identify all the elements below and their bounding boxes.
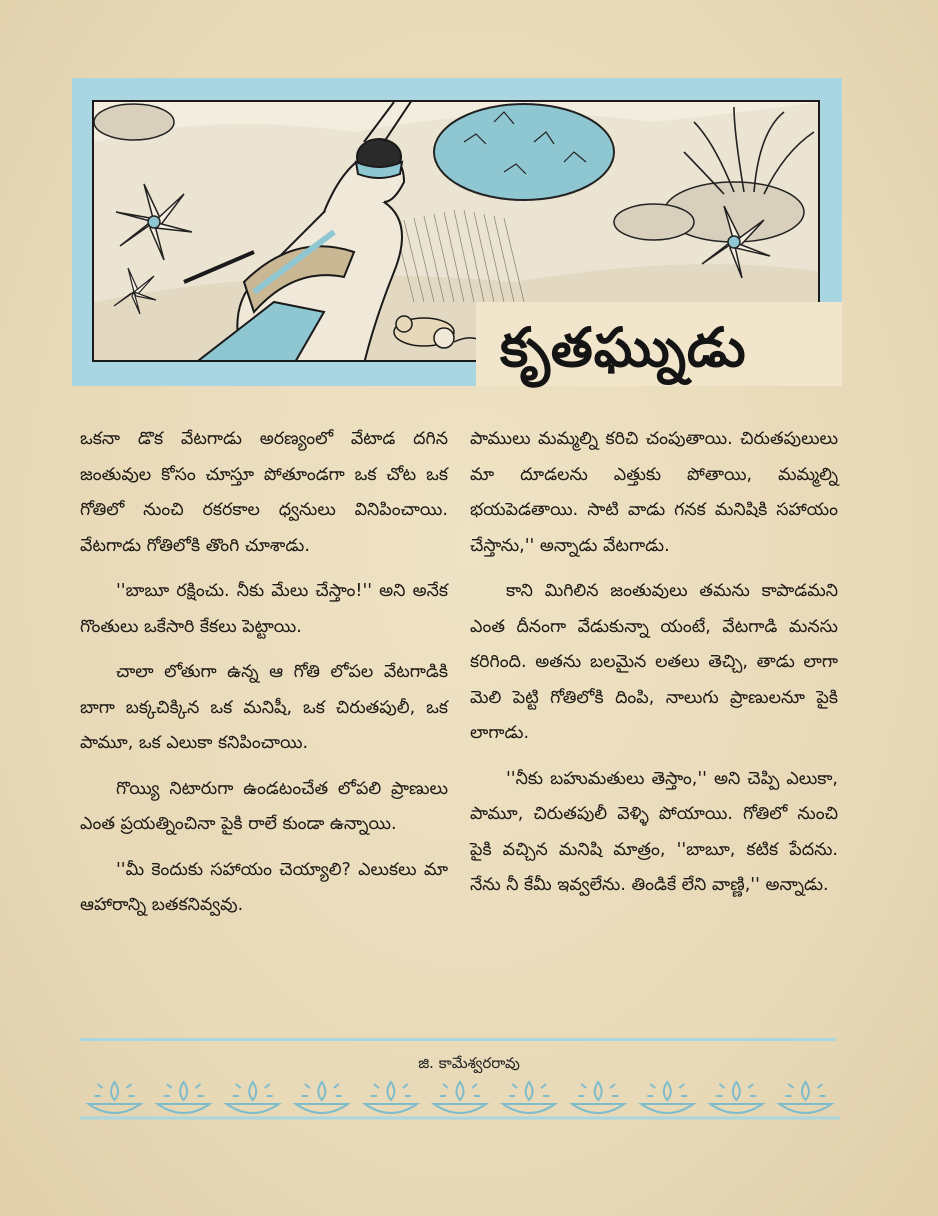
oil-lamp-icon	[434, 1082, 486, 1113]
left-column	[80, 422, 448, 934]
paragraph: కాని మిగిలిన జంతువులు తమను కాపాడమని ఎంత దీనంగా వేడుకున్నా యంటే, వేటగాడి మనసు కరిగింది. అతను బలమైన లతలు తెచ్చి, తాడు లాగా మెలి పెట్టి గోతిలోకి దింపి, నాలుగు ప్రాణులనూ పైకి లాగాడు.	[470, 581, 838, 743]
oil-lamp-icon	[296, 1082, 348, 1113]
oil-lamp-icon	[779, 1082, 831, 1113]
paragraph: చాలా లోతుగా ఉన్న ఆ గోతి లోపల వేటగాడికి బాగా బక్కచిక్కిన ఒక మనిషీ, ఒక చిరుతపులీ, ఒక పామూ, ఒక ఎలుకా కనిపించాయి.	[80, 662, 448, 753]
oil-lamp-icon	[503, 1082, 555, 1113]
oil-lamp-border-icon	[80, 1078, 840, 1124]
oil-lamp-icon	[89, 1082, 141, 1113]
oil-lamp-icon	[365, 1082, 417, 1113]
oil-lamp-icon	[710, 1082, 762, 1113]
paragraph: గొయ్యి నిటారుగా ఉండటంచేత లోపలి ప్రాణులు ఎంత ప్రయత్నించినా పైకి రాలే కుండా ఉన్నాయి.	[80, 778, 448, 834]
oil-lamp-icon	[641, 1082, 693, 1113]
paragraph: పాములు మమ్మల్ని కరిచి చంపుతాయి. చిరుతపులులు మా దూడలను ఎత్తుకు పోతాయి, మమ్మల్ని భయపెడతాయి. సాటి వాడు గనక మనిషికి సహాయం చేస్తాను,'' అన్నాడు వేటగాడు.	[470, 429, 838, 556]
paragraph: ఒకనా డొక వేటగాడు అరణ్యంలో వేటాడ దగిన జంతువుల కోసం చూస్తూ పోతూండగా ఒక చోట ఒక గోతిలో నుంచి రకరకాల ధ్వనులు వినిపించాయి. వేటగాడు గోతిలోకి తొంగి చూశాడు.	[80, 429, 448, 556]
right-column	[470, 422, 838, 914]
author-credit: జి. కామేశ్వరరావు	[418, 1054, 520, 1072]
oil-lamp-icon	[227, 1082, 279, 1113]
paragraph: ''బాబూ రక్షించు. నీకు మేలు చేస్తాం!'' అని అనేక గొంతులు ఒకేసారి కేకలు పెట్టాయి.	[80, 581, 448, 637]
paragraph: ''నీకు బహుమతులు తెస్తాం,'' అని చెప్పి ఎలుకా, పామూ, చిరుతపులీ వెళ్ళి పోయాయి. గోతిలో నుంచి పైకి వచ్చిన మనిషి మాత్రం, ''బాబూ, కటిక పేదను. నేను నీ కేమీ ఇవ్వలేను. తిండికే లేని వాణ్ణి,'' అన్నాడు.	[470, 768, 838, 895]
oil-lamp-icon	[572, 1082, 624, 1113]
oil-lamp-icon	[158, 1082, 210, 1113]
paragraph: ''మీ కెందుకు సహాయం చెయ్యాలి? ఎలుకలు మా ఆహారాన్ని బతకనివ్వవు.	[80, 859, 448, 915]
footer-divider	[80, 1038, 836, 1041]
story-title: కృతఘ్నుడు	[500, 316, 747, 379]
